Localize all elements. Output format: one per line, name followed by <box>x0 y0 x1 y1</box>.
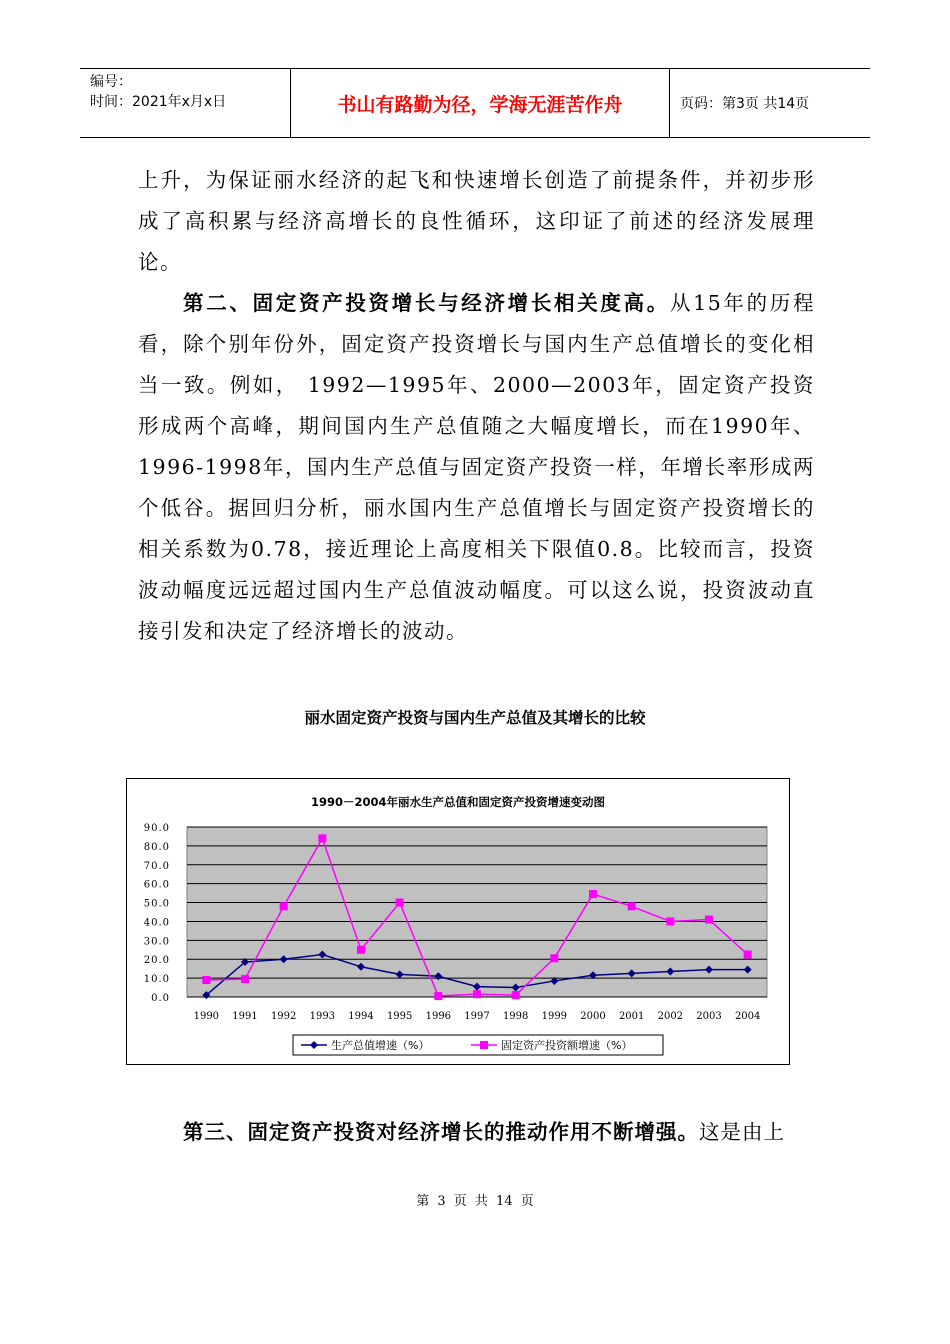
x-tick-label: 1992 <box>270 1011 297 1022</box>
paragraph-1: 上升，为保证丽水经济的起飞和快速增长创造了前提条件，并初步形成了高积累与经济高增长的良性循环，这印证了前述的经济发展理论。 <box>138 168 815 274</box>
x-tick-label: 1998 <box>502 1011 529 1022</box>
x-tick-label: 2002 <box>657 1011 684 1022</box>
data-point-investment <box>628 902 636 910</box>
data-point-investment <box>241 975 249 983</box>
x-tick-label: 2003 <box>696 1011 722 1022</box>
x-tick-label: 1999 <box>541 1011 568 1022</box>
data-point-investment <box>396 899 404 907</box>
paragraph-2-heading: 第二、固定资产投资增长与经济增长相关度高。 <box>183 291 670 315</box>
page-header <box>80 68 870 138</box>
x-tick-label: 2004 <box>734 1011 761 1022</box>
x-tick-label: 1995 <box>386 1011 413 1022</box>
legend-label-0: 生产总值增速（%） <box>331 1039 430 1052</box>
legend-label-1: 固定资产投资额增速（%） <box>501 1039 633 1052</box>
y-tick-label: 80.0 <box>143 841 170 853</box>
x-tick-label: 2000 <box>580 1011 606 1022</box>
x-tick-label: 1996 <box>425 1011 452 1022</box>
data-point-investment <box>550 954 558 962</box>
data-point-investment <box>744 951 752 959</box>
data-point-investment <box>318 834 326 842</box>
paragraph-3-text: 这是由上 <box>699 1120 785 1144</box>
page-footer: 第 3 页 共 14 页 <box>416 1194 534 1209</box>
data-point-investment <box>589 890 597 898</box>
chart-container <box>126 778 790 1065</box>
paragraph-3-heading: 第三、固定资产投资对经济增长的推动作用不断增强。 <box>183 1120 699 1144</box>
data-point-investment <box>473 990 481 998</box>
y-tick-label: 20.0 <box>143 955 170 967</box>
y-tick-label: 40.0 <box>143 917 170 929</box>
x-tick-label: 1991 <box>232 1011 258 1022</box>
data-point-investment <box>705 916 713 924</box>
data-point-investment <box>434 992 442 1000</box>
y-tick-label: 30.0 <box>143 936 170 948</box>
x-tick-label: 2001 <box>618 1011 645 1022</box>
x-tick-label: 1990 <box>193 1011 220 1022</box>
paragraph-3 <box>138 1112 818 1153</box>
y-tick-label: 90.0 <box>143 823 170 834</box>
y-tick-label: 10.0 <box>143 974 170 986</box>
paragraph-2-text: 从15年的历程看，除个别年份外，固定资产投资增长与国内生产总值增长的变化相当一致。例如， 1992—1995年、2000—2003年，固定资产投资形成两个高峰，期间国内生产总值随之大幅度增长，而在1990年、1996-1998年，国内生产总值与固定资产投资一样，年增长率形成两个低谷。据回归分析，丽水国内生产总值增长与固定资产投资增长的相关系数为0.78，接近理论上高度相关下限值0.8。比较而言，投资波动幅度远远超过国内生产总值波动幅度。可以这么说，投资波动直接引发和决定了经济增长的波动。 <box>138 291 815 643</box>
y-tick-label: 70.0 <box>143 860 170 872</box>
data-point-investment <box>280 902 288 910</box>
data-point-investment <box>512 991 520 999</box>
x-tick-label: 1997 <box>464 1011 490 1022</box>
header-meta <box>80 69 290 137</box>
x-tick-label: 1994 <box>348 1011 374 1022</box>
y-tick-label: 60.0 <box>143 879 170 891</box>
y-tick-label: 50.0 <box>143 898 170 910</box>
chart-caption: 丽水固定资产投资与国内生产总值及其增长的比较 <box>304 709 646 727</box>
paragraph-2 <box>138 283 815 652</box>
document-date: 时间：2021年x月x日 <box>90 94 227 110</box>
data-point-investment <box>357 946 365 954</box>
body-text <box>138 160 815 652</box>
chart-title: 1990－2004年丽水生产总值和固定资产投资增速变动图 <box>310 795 606 809</box>
y-tick-label: 0.0 <box>151 993 170 1004</box>
legend-marker-1 <box>480 1041 488 1049</box>
header-page-info: 页码：第3页 共14页 <box>680 96 810 112</box>
data-point-investment <box>202 976 210 984</box>
line-chart <box>127 779 789 1064</box>
header-motto: 书山有路勤为径，学海无涯苦作舟 <box>290 69 670 137</box>
x-tick-label: 1993 <box>309 1011 336 1022</box>
document-number-label: 编号： <box>90 74 132 90</box>
data-point-investment <box>666 917 674 925</box>
